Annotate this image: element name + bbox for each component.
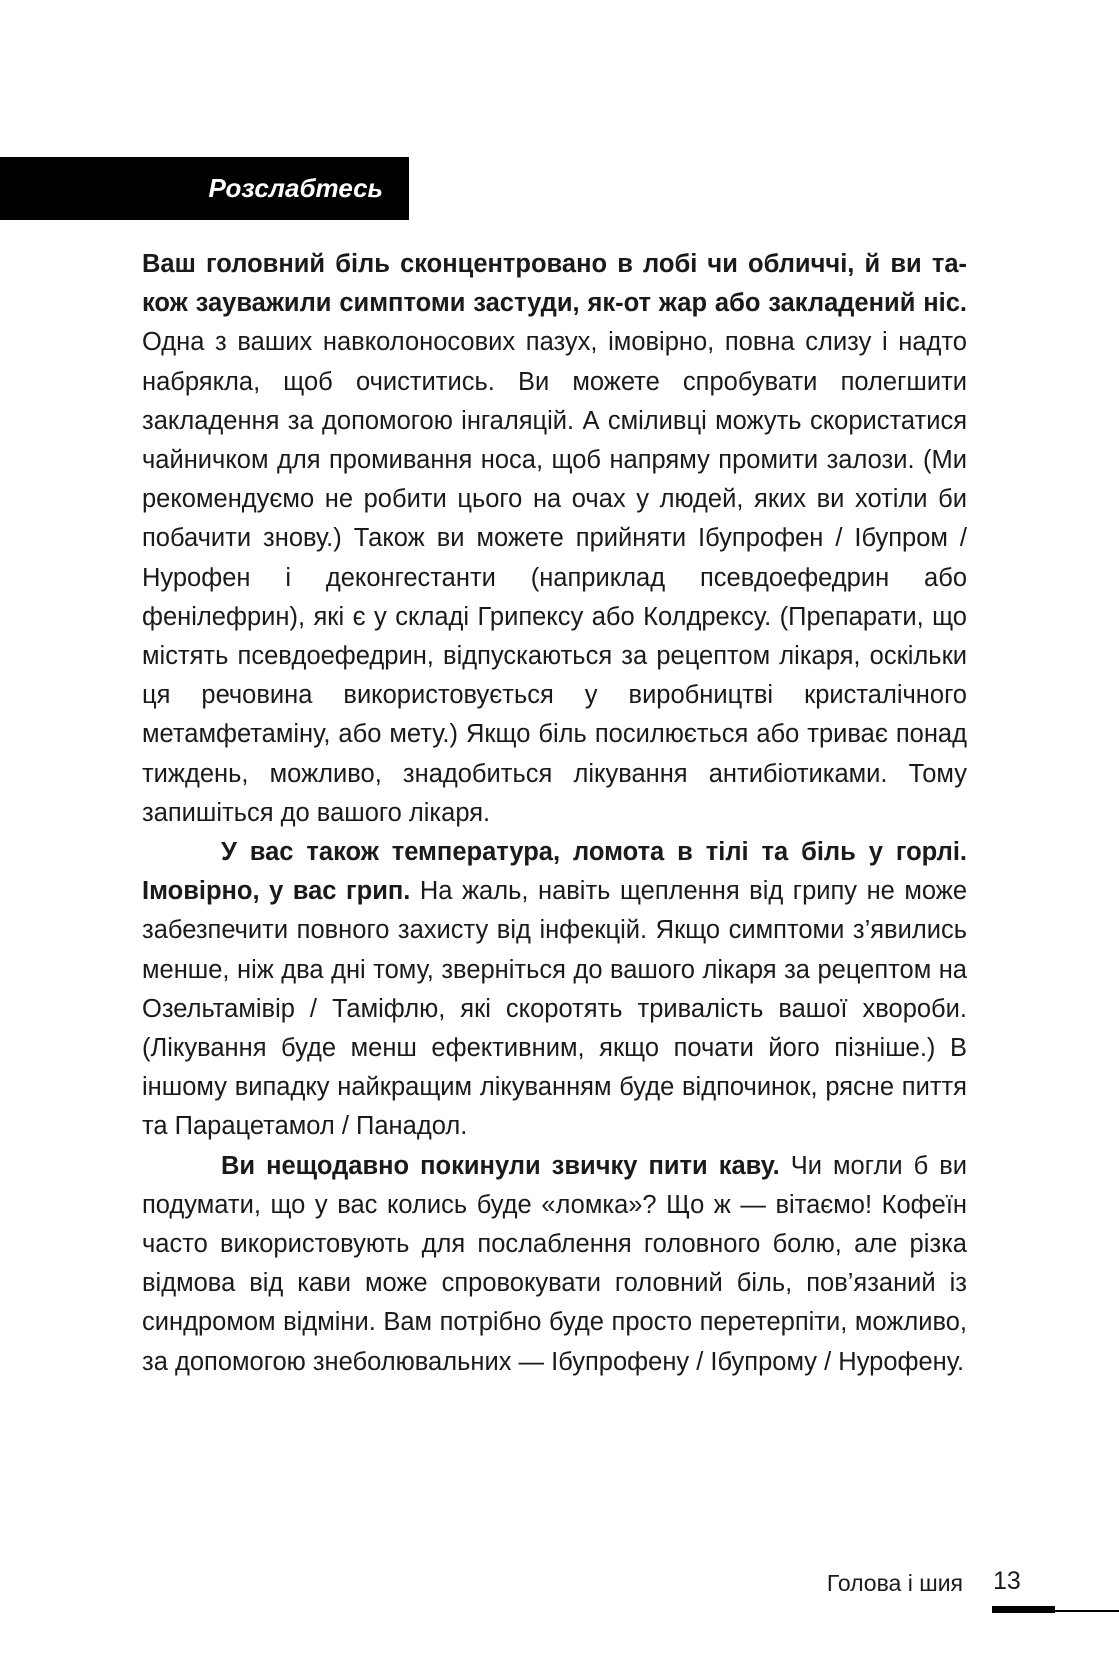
page-number: 13 bbox=[993, 1567, 1021, 1595]
paragraph bbox=[142, 1147, 967, 1382]
footer-rule-thick bbox=[992, 1606, 1055, 1613]
section-title: Розслабтесь bbox=[208, 173, 383, 203]
paragraph-lead: У вас також температура, ломота в тілі та біль у горлі. Імовірно, у вас грип. bbox=[142, 838, 967, 906]
section-banner bbox=[0, 157, 409, 220]
paragraph bbox=[142, 245, 967, 833]
paragraph-lead: Ви нещодавно покинули звичку пити каву. bbox=[221, 1151, 780, 1180]
footer-rule-thin bbox=[1055, 1610, 1119, 1612]
paragraph bbox=[142, 833, 967, 1147]
paragraph-text: На жаль, навіть щеплення від грипу не може забезпечити повного захисту від інфекцій. Якщо симптоми з’явились менше, ніж два дні тому, зверніться до вашого лікаря за рецептом на Озельтамівір / Таміфлю, які скоротять тривалість вашої хвороби. (Лікування буде менш ефективним, якщо почати його пізніше.) В іншому випадку найкращим лікуванням буде відпочинок, рясне пиття та Парацетамол / Панадол. bbox=[142, 877, 968, 1141]
running-footer-section: Голова і шия bbox=[826, 1570, 963, 1596]
paragraph-lead: Ваш головний біль сконцентровано в лобі чи обличчі, й ви також зауважили симптоми застуди, як-от жар або закладений ніс. bbox=[142, 250, 967, 318]
body-text bbox=[142, 245, 967, 1382]
paragraph-text: Чи могли б ви подумати, що у вас колись буде «ломка»? Що ж — вітаємо! Кофеїн часто використовують для послаблення головного болю, але різка відмова від кави може спровокувати головний біль, пов’язаний із синдромом відміни. Вам потрібно буде просто перетерпіти, можливо, за допомогою знеболювальних — Ібупрофену / Ібупрому / Нурофену. bbox=[142, 1151, 967, 1376]
paragraph-text: Одна з ваших навколоносових пазух, імовірно, повна слизу і надто набрякла, щоб очиститись. Ви можете спробувати полегшити закладення за допомогою інгаляцій. А сміливці можуть скористатися чайничком для промивання носа, щоб напряму промити залози. (Ми рекомендуємо не робити цього на очах у людей, яких ви хотіли би побачити знову.) Також ви можете прийняти Ібупрофен / Ібупром / Нурофен і деконгестанти (наприклад псевдоефедрин або фенілефрин), які є у складі Грипексу або Колдрексу. (Препарати, що містять псевдоефедрин, відпускаються за рецептом лікаря, оскільки ця речовина використовується у виробництві кристалічного метамфетаміну, або мету.) Якщо біль посилюється або триває понад тиждень, можливо, знадобиться лікування антибіотиками. Тому запишіться до вашого лікаря. bbox=[142, 328, 967, 827]
